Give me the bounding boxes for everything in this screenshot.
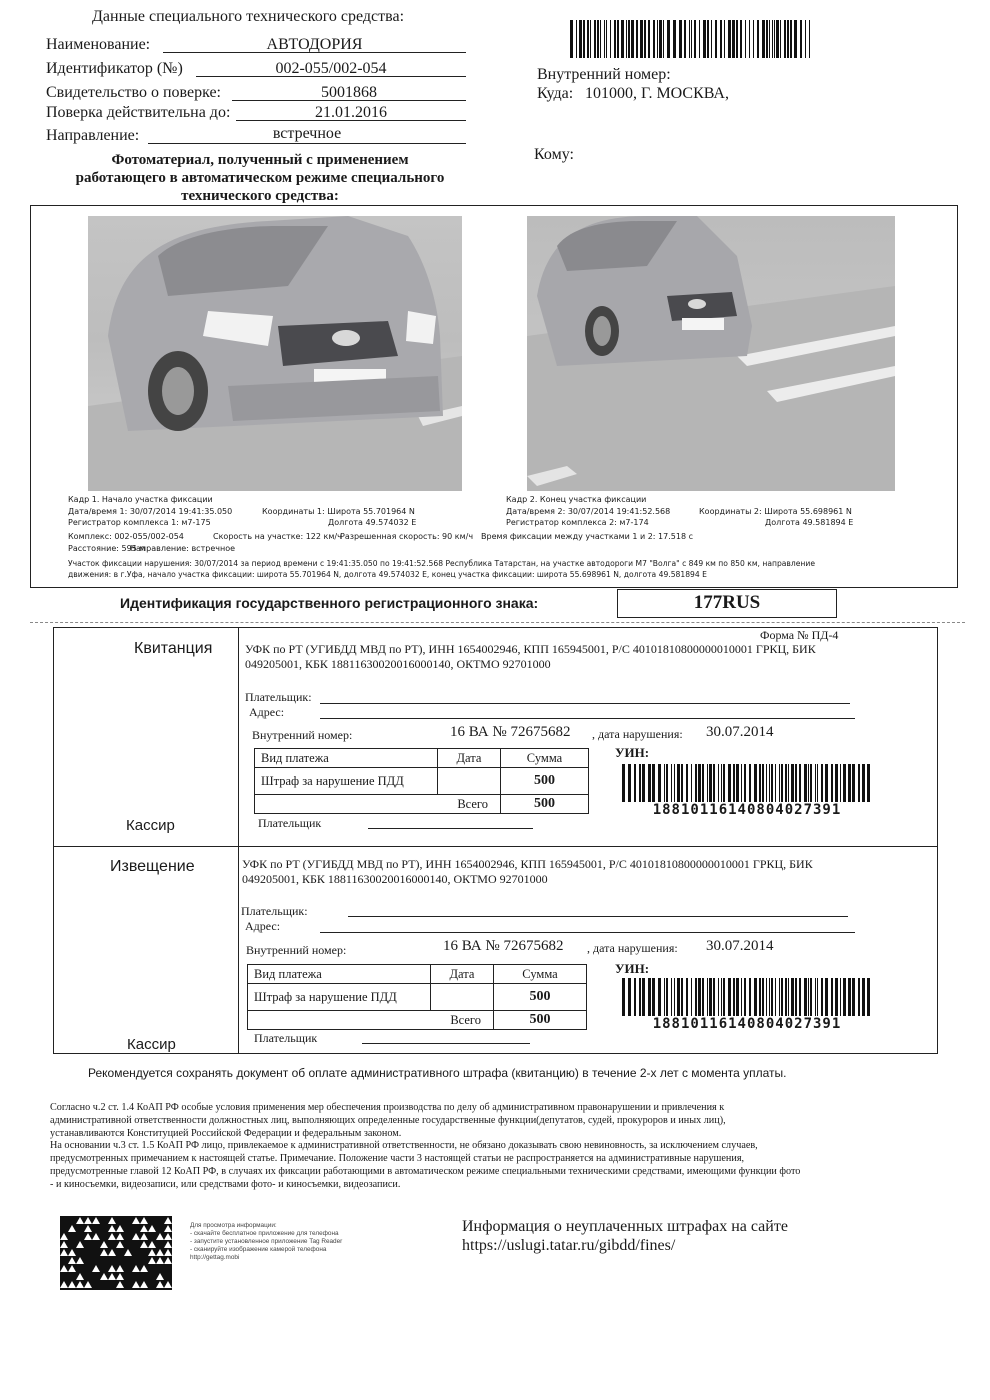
plate-value: 177RUS — [693, 592, 761, 613]
receipt-title: Квитанция — [134, 640, 213, 657]
receipt-date-value: 30.07.2014 — [706, 724, 774, 740]
receipt-internal-label: Внутренний номер: — [252, 728, 353, 742]
field-value-id: 002-055/002-054 — [275, 60, 387, 77]
notice-date-label: , дата нарушения: — [587, 941, 678, 955]
receipt-internal-value: 16 ВА № 72675682 — [450, 724, 571, 740]
receipt-uin-barcode — [622, 764, 872, 802]
fines-info-link[interactable]: https://uslugi.tatar.ru/gibdd/fines/ — [462, 1237, 676, 1254]
receipt-total-sum: 500 — [501, 795, 589, 814]
notice-payer-sign: Плательщик — [254, 1031, 318, 1045]
notice-total-label: Всего — [248, 1011, 494, 1030]
header-title: Данные специального технического средства: — [92, 8, 405, 25]
notice-row-type: Штраф за нарушение ПДД — [248, 984, 431, 1011]
notice-internal-label: Внутренний номер: — [246, 943, 347, 957]
fines-info-line1: Информация о неуплаченных штрафах на сайте — [462, 1218, 788, 1235]
receipt-uin-label: УИН: — [615, 745, 650, 760]
recipient-whom-label: Кому: — [534, 146, 574, 163]
field-value-cert: 5001868 — [321, 84, 377, 101]
receipt-cashier: Кассир — [126, 817, 175, 834]
frame2-photo — [527, 216, 895, 491]
recommend-text: Рекомендуется сохранять документ об оплате административного штрафа (квитанцию) в течение 2-х лет с момента уплаты. — [88, 1066, 787, 1080]
frames-allowed: Разрешенная скорость: 90 км/ч — [340, 532, 474, 541]
frame2-title: Кадр 2. Конец участка фиксации — [506, 495, 647, 504]
notice-uin-label: УИН: — [615, 961, 650, 976]
notice-internal-value: 16 ВА № 72675682 — [443, 938, 564, 954]
receipt-recipient-line2: 049205001, КБК 18811630020016000140, ОКТМО 92701000 — [245, 657, 551, 671]
frames-speed: Скорость на участке: 122 км/ч — [213, 532, 342, 541]
receipt-address-label: Адрес: — [249, 705, 285, 719]
receipt-total-label: Всего — [255, 795, 501, 814]
notice-uin-barcode — [622, 978, 872, 1016]
frames-section-line1: Участок фиксации нарушения: 30/07/2014 за период времени с 19:41:35.050 по 19:41:52.568 Республика Татарстан, на участке автодороги М7 "Волга" с 849 км по 850 км, направление — [68, 559, 816, 568]
frame2-coords: Координаты 2: Широта 55.698961 N — [699, 507, 852, 516]
notice-address-label: Адрес: — [245, 919, 281, 933]
notice-recipient-line1: УФК по РТ (УГИБДД МВД по РТ), ИНН 1654002946, КПП 165945001, Р/С 40101810800000010001 ГРКЦ, БИК — [242, 857, 813, 871]
receipt-date-label: , дата нарушения: — [592, 727, 683, 741]
frame1-registrar: Регистратор комплекса 1: м7-175 — [68, 518, 211, 527]
notice-date-value: 30.07.2014 — [706, 938, 774, 954]
receipt-payment-table — [254, 748, 589, 814]
field-value-direction: встречное — [272, 125, 342, 142]
recipient-to-label: Куда: — [537, 85, 574, 102]
receipt-h-type: Вид платежа — [255, 749, 438, 768]
notice-total-sum: 500 — [494, 1011, 587, 1030]
frame1-coords: Координаты 1: Широта 55.701964 N — [262, 507, 415, 516]
receipt-h-sum: Сумма — [501, 749, 589, 768]
frame2-longitude: Долгота 49.581894 E — [765, 518, 854, 527]
frame1-longitude: Долгота 49.574032 E — [328, 518, 417, 527]
notice-h-type: Вид платежа — [248, 965, 431, 984]
frames-direction: Направление: встречное — [130, 544, 236, 553]
receipt-row-sum: 500 — [501, 768, 589, 795]
field-value-valid: 21.01.2016 — [315, 104, 387, 121]
receipt-recipient-line1: УФК по РТ (УГИБДД МВД по РТ), ИНН 1654002946, КПП 165945001, Р/С 40101810800000010001 ГРКЦ, БИК — [245, 642, 816, 656]
receipt-uin-value: 18810116140804027391 — [652, 802, 842, 818]
frame1-photo — [88, 216, 462, 491]
receipt-form: Форма № ПД-4 — [760, 628, 839, 642]
recipient-internal-label: Внутренний номер: — [537, 66, 671, 83]
notice-h-sum: Сумма — [494, 965, 587, 984]
frames-section-line2: движения: в г.Уфа, начало участка фиксации: широта 55.701964 N, долгота 49.574032 E, конец участка фиксации: широта 55.698961 N, долгота 49.581894 E — [68, 570, 707, 579]
frames-complex: Комплекс: 002-055/002-054 — [68, 532, 184, 541]
field-label-id: Идентификатор (№) — [46, 60, 183, 77]
frames-distance: Расстояние: 595 м — [68, 544, 146, 553]
frame2-datetime: Дата/время 2: 30/07/2014 19:41:52.568 — [506, 507, 671, 516]
notice-h-date: Дата — [431, 965, 494, 984]
photo-heading: Фотоматериал, полученный с применением работающего в автоматическом режиме специального технического средства: — [75, 152, 445, 204]
field-label-cert: Свидетельство о поверке: — [46, 84, 221, 101]
receipt-h-date: Дата — [438, 749, 501, 768]
field-label-valid: Поверка действительна до: — [46, 104, 231, 121]
field-value-name: АВТОДОРИЯ — [266, 36, 363, 53]
receipt-payer-sign: Плательщик — [258, 816, 322, 830]
frame1-datetime: Дата/время 1: 30/07/2014 19:41:35.050 — [68, 507, 233, 516]
plate-label: Идентификация государственного регистрационного знака: — [120, 595, 539, 611]
notice-row-sum: 500 — [494, 984, 587, 1011]
receipt-row-type: Штраф за нарушение ПДД — [255, 768, 438, 795]
field-label-name: Наименование: — [46, 36, 151, 53]
notice-recipient-line2: 049205001, КБК 18811630020016000140, ОКТМО 92701000 — [242, 872, 548, 886]
notice-title: Извещение — [110, 858, 195, 875]
tag-code — [60, 1216, 172, 1290]
notice-payer-label: Плательщик: — [241, 904, 308, 918]
frames-between: Время фиксации между участками 1 и 2: 17.518 с — [481, 532, 693, 541]
notice-cashier: Кассир — [127, 1036, 176, 1053]
receipt-payer-label: Плательщик: — [245, 690, 312, 704]
notice-payment-table — [247, 964, 587, 1030]
notice-uin-value: 18810116140804027391 — [652, 1016, 842, 1032]
frame1-title: Кадр 1. Начало участка фиксации — [68, 495, 213, 504]
top-barcode — [570, 20, 810, 58]
field-label-direction: Направление: — [46, 127, 140, 144]
frame2-registrar: Регистратор комплекса 2: м7-174 — [506, 518, 649, 527]
qr-info: Для просмотра информации: - скачайте бесплатное приложение для телефона - запустите установленное приложение Tag Reader - сканируйте изображение камерой телефона http://gettag.mobi — [190, 1222, 343, 1261]
recipient-to-value: 101000, Г. МОСКВА, — [585, 85, 729, 102]
legal-text: Согласно ч.2 ст. 1.4 КоАП РФ особые условия применения мер обеспечения производства по делу об административном правонарушении и привлечения к административной ответственности должностных лиц, выполняющих определенные государственные функции(депутатов, судей, прокуроров и иных лиц), устанавливаются Конституцией Российской Федерации и федеральным законом. На основании ч.3 ст. 1.5 КоАП РФ лицо, привлекаемое к административной ответственности, не обязано доказывать свою невиновность, за исключением случаев, предусмотренных примечанием к настоящей статье. Примечание. Положение части 3 настоящей статьи не распространяется на административные нарушения, предусмотренные главой 12 КоАП РФ, в случаях их фиксации работающими в автоматическом режиме специальными техническими средствами, имеющими функции фото - и киносъемки, видеозаписи, или средствами фото- и киносъемки, видеозаписи. — [50, 1102, 801, 1190]
